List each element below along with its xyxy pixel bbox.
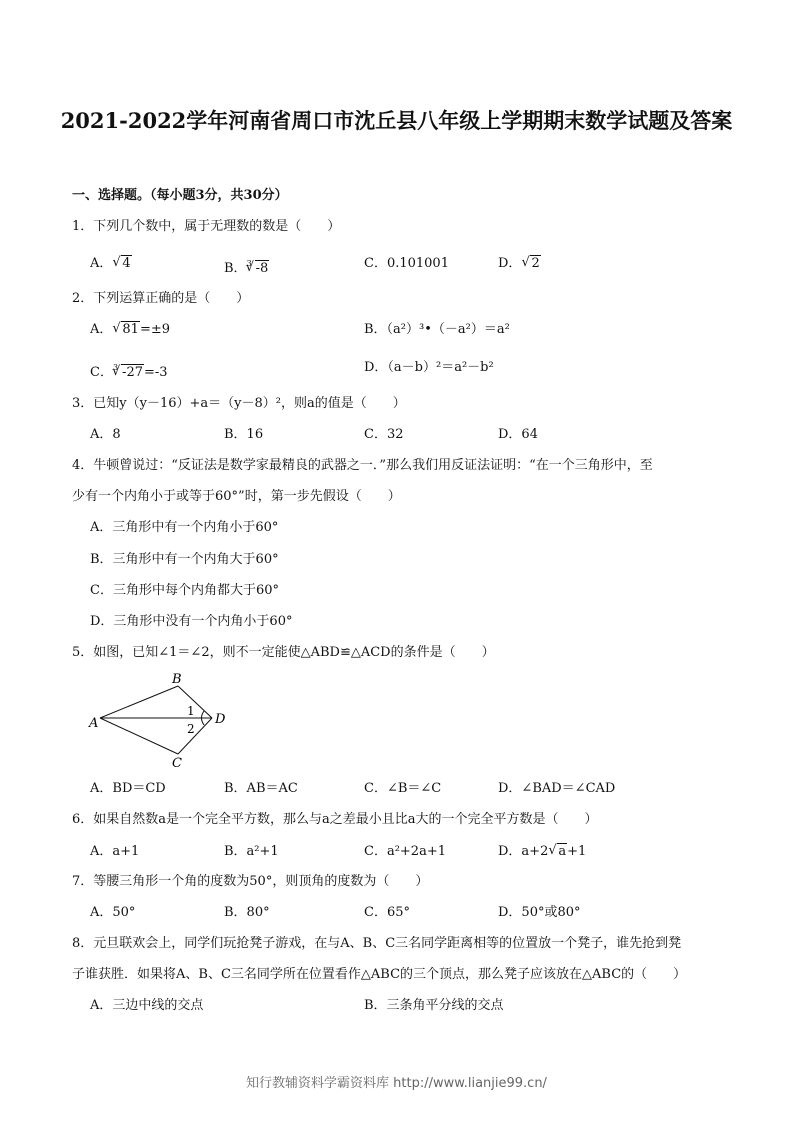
q5-option-c: C．∠B＝∠C bbox=[364, 781, 442, 796]
q8-option-a: A．三边中线的交点 bbox=[90, 998, 204, 1013]
segment-bd bbox=[178, 686, 212, 718]
radical-icon: √ 2 bbox=[521, 256, 540, 272]
q3-option-b: B．16 bbox=[224, 427, 264, 442]
q6-option-b: B．a²+1 bbox=[224, 844, 279, 859]
q6-stem: 6．如果自然数a是一个完全平方数，那么与a之差最小且比a大的一个完全平方数是（ ） bbox=[72, 812, 598, 827]
q3-option-a: A．8 bbox=[90, 427, 121, 442]
label-d: D bbox=[215, 712, 226, 727]
radical-icon: √ a bbox=[548, 844, 567, 860]
q1-stem: 1．下列几个数中，属于无理数的数是（ ） bbox=[72, 219, 341, 234]
q7-option-a: A．50° bbox=[90, 905, 136, 920]
q3-stem: 3．已知y（y－16）+a＝（y－8）²，则a的值是（ ） bbox=[72, 396, 406, 411]
q7-option-d: D．50°或80° bbox=[498, 905, 581, 920]
q6-option-a: A．a+1 bbox=[90, 844, 140, 859]
q3-option-c: C．32 bbox=[364, 427, 404, 442]
q4-option-a: A．三角形中有一个内角小于60° bbox=[90, 520, 279, 535]
q4-stem-line2: 少有一个内角小于或等于60°”时，第一步先假设（ ） bbox=[72, 489, 401, 504]
segment-cd bbox=[178, 718, 212, 754]
q5-stem: 5．如图，已知∠1＝∠2，则不一定能使△ABD≌△ACD的条件是（ ） bbox=[72, 645, 495, 660]
q8-stem-line1: 8．元旦联欢会上，同学们玩抢凳子游戏，在与A、B、C三名同学距离相等的位置放一个凳子，谁先抢到凳 bbox=[72, 936, 682, 951]
footer-watermark: 知行教辅资料学霸资料库 http://www.lianjie99.cn/ bbox=[246, 1076, 547, 1091]
q4-option-c: C．三角形中每个内角都大于60° bbox=[90, 583, 279, 598]
q2-option-c: C．$^3$√ -27=-3 bbox=[90, 360, 168, 381]
q2-option-b: B．（a²）³•（－a²）＝a² bbox=[364, 322, 510, 337]
q5-option-d: D．∠BAD＝∠CAD bbox=[498, 781, 616, 796]
label-b: B bbox=[172, 672, 182, 687]
q2-stem: 2．下列运算正确的是（ ） bbox=[72, 291, 250, 306]
q8-option-b: B．三条角平分线的交点 bbox=[364, 998, 504, 1013]
q4-option-b: B．三角形中有一个内角大于60° bbox=[90, 552, 279, 567]
q7-stem: 7．等腰三角形一个角的度数为50°，则顶角的度数为（ ） bbox=[72, 874, 429, 889]
section-heading: 一、选择题。（每小题3分，共30分） bbox=[72, 188, 288, 203]
q6-option-d: D．a+2√ a+1 bbox=[498, 844, 586, 860]
label-c: C bbox=[172, 756, 182, 770]
label-a: A bbox=[89, 716, 99, 731]
radical-icon: √ 81 bbox=[112, 322, 140, 338]
q5-option-b: B．AB＝AC bbox=[224, 781, 298, 796]
q6-option-c: C．a²+2a+1 bbox=[364, 844, 446, 859]
q4-stem-line1: 4．牛顿曾说过：“反证法是数学家最精良的武器之一．”那么我们用反证法证明：“在一个三角形中，至 bbox=[72, 458, 653, 473]
q8-stem-line2: 子谁获胜．如果将A、B、C三名同学所在位置看作△ABC的三个顶点，那么凳子应该放在△ABC的（ ） bbox=[72, 967, 687, 982]
q2-option-a: A．√ 81=±9 bbox=[90, 322, 170, 338]
segment-ac bbox=[100, 718, 178, 754]
q5-triangle-figure bbox=[86, 670, 236, 770]
q1-option-d: D．√ 2 bbox=[498, 256, 541, 272]
q1-option-a: A．√ 4 bbox=[90, 256, 132, 272]
cube-root-icon: √ -8 bbox=[246, 261, 270, 277]
q1-option-c: C．0.101001 bbox=[364, 256, 449, 271]
q4-option-d: D．三角形中没有一个内角小于60° bbox=[90, 614, 293, 629]
page-title: 2021-2022学年河南省周口市沈丘县八年级上学期期末数学试题及答案 bbox=[60, 108, 733, 133]
radical-icon: √ 4 bbox=[112, 256, 131, 272]
label-angle-1: 1 bbox=[187, 704, 195, 718]
q7-option-b: B．80° bbox=[224, 905, 270, 920]
q7-option-c: C．65° bbox=[364, 905, 410, 920]
q3-option-d: D．64 bbox=[498, 427, 538, 442]
segment-ab bbox=[100, 686, 178, 718]
q2-option-d: D．（a－b）²＝a²－b² bbox=[364, 360, 494, 375]
cube-root-icon: √ -27 bbox=[112, 365, 144, 381]
q5-option-a: A．BD＝CD bbox=[90, 781, 166, 796]
q1-option-b: B．$^3$√ -8 bbox=[224, 256, 269, 277]
label-angle-2: 2 bbox=[187, 722, 195, 736]
